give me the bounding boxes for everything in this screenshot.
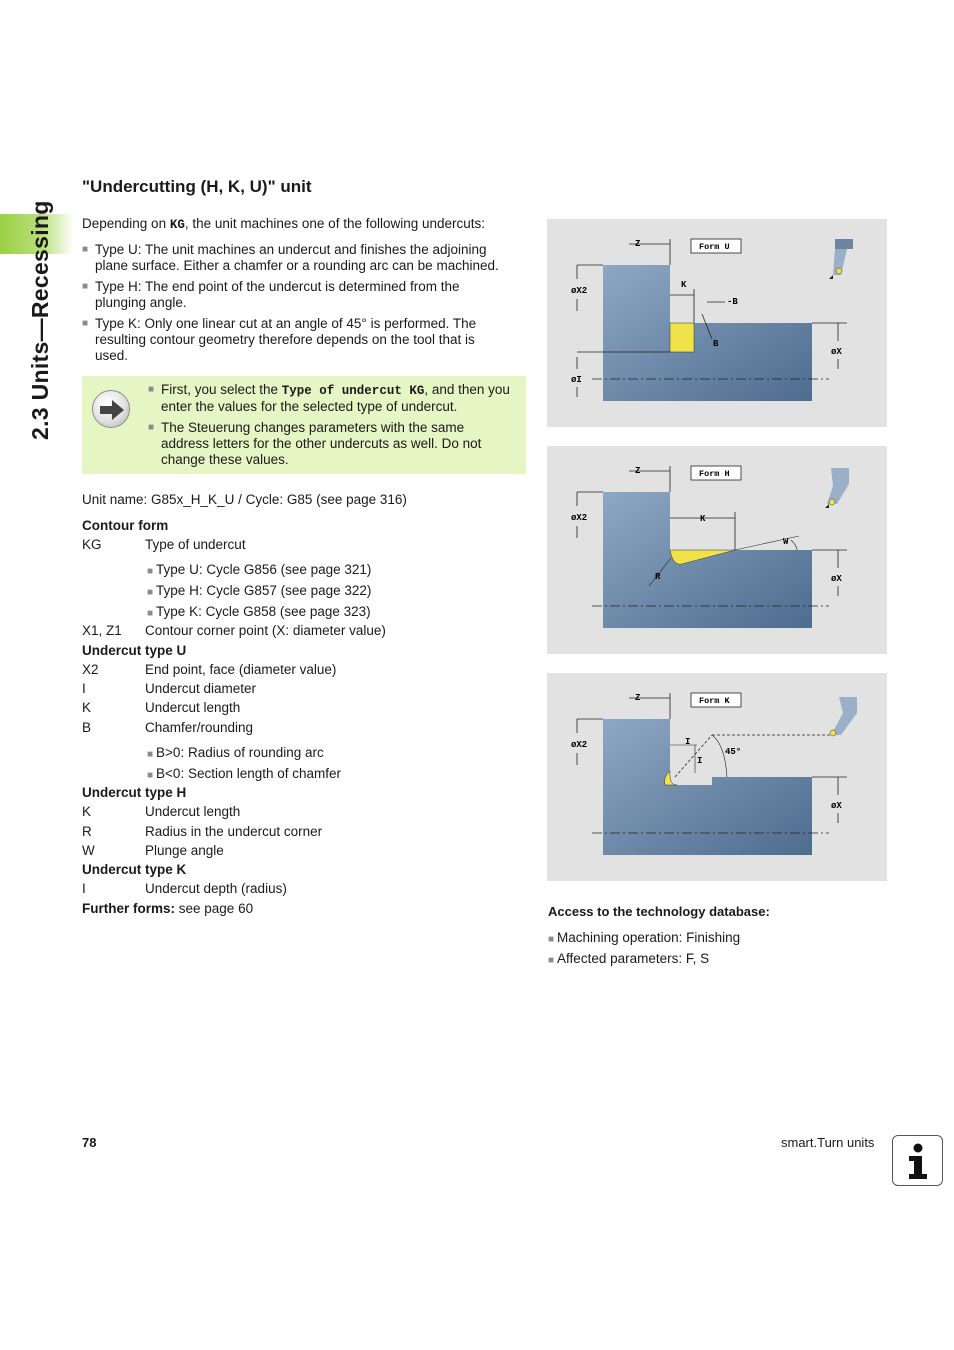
info-icon <box>892 1135 943 1186</box>
label-minus-b: -B <box>727 297 738 307</box>
label-x: øX <box>831 347 842 357</box>
type-u-item: ■ Type U: The unit machines an undercut and finishes the adjoining plane surface. Either a chamfer or a rounding arc can be machined. <box>82 242 499 273</box>
label-i: øI <box>571 375 582 385</box>
undercut-type-u-title: Undercut type U <box>82 643 187 658</box>
undercut-type-k-title: Undercut type K <box>82 862 187 877</box>
footer-title: smart.Turn units <box>781 1135 875 1150</box>
access-item: ■ Machining operation: Finishing <box>548 930 741 945</box>
label-z: Z <box>635 239 641 249</box>
undercut-area <box>670 323 694 352</box>
workpiece-shape <box>603 265 812 401</box>
label-z: Z <box>635 466 641 476</box>
form-label: Form U <box>699 242 730 252</box>
form-label: Form H <box>699 469 730 479</box>
arrow-right-icon <box>92 390 130 428</box>
label-k: K <box>681 280 687 290</box>
section-heading: "Undercutting (H, K, U)" unit <box>82 177 312 196</box>
label-i: I <box>697 756 703 766</box>
label-x2: øX2 <box>571 286 588 296</box>
unit-name: Unit name: G85x_H_K_U / Cycle: G85 (see page 316) <box>82 492 407 507</box>
tool-icon <box>830 697 857 736</box>
label-x2: øX2 <box>571 513 588 523</box>
note-box: ■ First, you select the Type of undercut KG, and then you enter the values for the selected type of undercut. ■ The Steuerung changes parameters with the same address letters for the other undercuts as well. Do not change these values. <box>82 376 526 474</box>
workpiece-shape <box>603 492 812 628</box>
b-option: ■ B>0: Radius of rounding arc <box>147 745 324 760</box>
page-number: 78 <box>82 1135 97 1150</box>
workpiece-shape <box>603 719 812 855</box>
further-forms: Further forms: see page 60 <box>82 901 254 916</box>
figure-form-k <box>547 673 887 881</box>
label-i: I <box>685 737 691 747</box>
intro-paragraph: Depending on KG, the unit machines one of the following undercuts: <box>82 216 486 232</box>
figure-form-u <box>547 219 887 427</box>
label-angle: 45° <box>725 747 742 757</box>
type-k-item: ■ Type K: Only one linear cut at an angle of 45° is performed. The resulting contour geometry therefore depends on the tool that is used. <box>82 316 477 363</box>
label-b: B <box>713 339 719 349</box>
label-w: W <box>783 537 789 547</box>
figure-form-h <box>547 446 887 654</box>
tool-icon <box>825 468 849 508</box>
label-z: Z <box>635 693 641 703</box>
label-x: øX <box>831 574 842 584</box>
tool-icon <box>829 239 853 279</box>
kg-option: ■ Type U: Cycle G856 (see page 321) <box>147 562 372 577</box>
chapter-side-title: 2.3 Units—Recessing <box>27 200 53 440</box>
label-x: øX <box>831 801 842 811</box>
label-r: R <box>655 572 661 582</box>
kg-option: ■ Type H: Cycle G857 (see page 322) <box>147 583 372 598</box>
label-x2: øX2 <box>571 740 588 750</box>
label-k: K <box>700 514 706 524</box>
kg-option: ■ Type K: Cycle G858 (see page 323) <box>147 604 371 619</box>
undercut-type-h-title: Undercut type H <box>82 785 187 800</box>
type-h-item: ■ Type H: The end point of the undercut is determined from the plunging angle. <box>82 279 460 310</box>
access-title: Access to the technology database: <box>548 904 770 919</box>
b-option: ■ B<0: Section length of chamfer <box>147 766 342 781</box>
contour-form-title: Contour form <box>82 518 169 533</box>
form-label: Form K <box>699 696 730 706</box>
access-item: ■ Affected parameters: F, S <box>548 951 710 966</box>
